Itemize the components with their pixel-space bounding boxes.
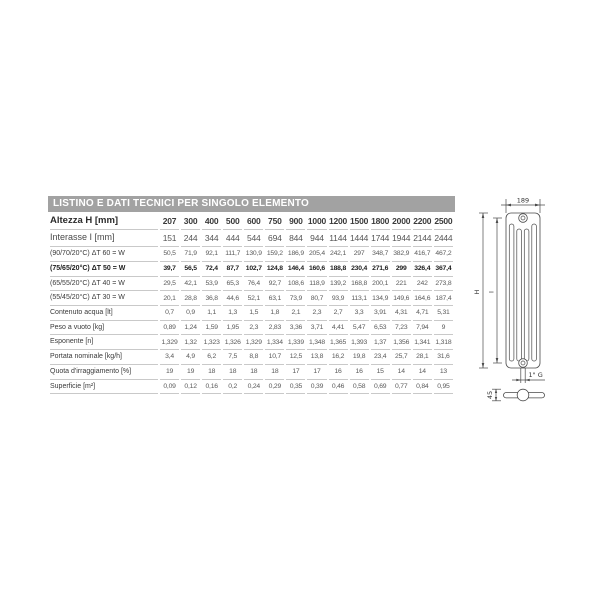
cell-value: 124,8 [265, 262, 284, 277]
cell-value: 2444 [434, 230, 453, 247]
cell-value: 1,32 [181, 335, 200, 350]
cell-value: 63,1 [265, 291, 284, 306]
cell-value: 36,8 [202, 291, 221, 306]
cell-value: 71,9 [181, 247, 200, 262]
cell-value: 0,35 [286, 380, 305, 395]
plan-hub [517, 389, 529, 401]
cell-value: 400 [202, 213, 221, 230]
arrow-icon [495, 389, 497, 393]
cell-value: 600 [244, 213, 263, 230]
cell-value: 92,1 [202, 247, 221, 262]
arrow-icon [496, 358, 499, 363]
cell-value: 160,6 [307, 262, 326, 277]
cell-value: 0,12 [181, 380, 200, 395]
cell-value: 0,89 [160, 321, 179, 336]
cell-value: 1,365 [329, 335, 348, 350]
cell-value: 544 [244, 230, 263, 247]
cell-value: 139,2 [329, 277, 348, 292]
cell-value: 7,94 [413, 321, 432, 336]
cell-value: 271,6 [371, 262, 390, 277]
cell-value: 1500 [350, 213, 369, 230]
cell-value: 0,29 [265, 380, 284, 395]
cell-value: 1,329 [160, 335, 179, 350]
cell-value: 1744 [371, 230, 390, 247]
arrow-icon [496, 218, 499, 223]
bottom-connection-boss [519, 359, 528, 368]
cell-value: 1,326 [223, 335, 242, 350]
cell-value: 14 [392, 365, 411, 380]
cell-value: 1,348 [307, 335, 326, 350]
row-label: Peso a vuoto [kg] [50, 321, 158, 336]
table-row [50, 213, 453, 230]
section-title-bar [48, 196, 455, 212]
row-label: Altezza H [mm] [50, 213, 158, 230]
dim-width-label: 189 [516, 196, 530, 205]
table-row [50, 247, 453, 262]
cell-value: 42,1 [181, 277, 200, 292]
cell-value: 4,41 [329, 321, 348, 336]
cell-value: 149,6 [392, 291, 411, 306]
cell-value: 10,7 [265, 350, 284, 365]
cell-value: 28,8 [181, 291, 200, 306]
cell-value: 4,9 [181, 350, 200, 365]
table-row [50, 230, 453, 247]
cell-value: 50,5 [160, 247, 179, 262]
cell-value: 1,95 [223, 321, 242, 336]
cell-value: 300 [181, 213, 200, 230]
cell-value: 102,7 [244, 262, 263, 277]
cell-value: 3,4 [160, 350, 179, 365]
cell-value: 31,6 [434, 350, 453, 365]
cell-value: 1,334 [265, 335, 284, 350]
cell-value: 1,393 [350, 335, 369, 350]
cell-value: 17 [307, 365, 326, 380]
cell-value: 18 [244, 365, 263, 380]
arrow-icon [482, 363, 485, 368]
cell-value: 299 [392, 262, 411, 277]
cell-value: 134,9 [371, 291, 390, 306]
datasheet [48, 196, 455, 394]
cell-value: 28,1 [413, 350, 432, 365]
cell-value: 900 [286, 213, 305, 230]
cell-value: 93,9 [329, 291, 348, 306]
arrow-icon [482, 213, 485, 218]
arrow-icon [506, 204, 511, 207]
cell-value: 0,84 [413, 380, 432, 395]
cell-value: 297 [350, 247, 369, 262]
cell-value: 500 [223, 213, 242, 230]
cell-value: 15 [371, 365, 390, 380]
cell-value: 0,39 [307, 380, 326, 395]
cell-value: 382,9 [392, 247, 411, 262]
cell-value: 0,58 [350, 380, 369, 395]
cell-value: 130,9 [244, 247, 263, 262]
section-title: LISTINO E DATI TECNICI PER SINGOLO ELEMENTO [53, 198, 310, 209]
cell-value: 6,2 [202, 350, 221, 365]
table-row [50, 291, 453, 306]
row-label: (55/45/20°C) ΔT 30 = W [50, 291, 158, 306]
cell-value: 151 [160, 230, 179, 247]
cell-value: 9 [434, 321, 453, 336]
row-label: (65/55/20°C) ΔT 40 = W [50, 277, 158, 292]
radiator-body [506, 213, 540, 368]
cell-value: 18 [223, 365, 242, 380]
cell-value: 20,1 [160, 291, 179, 306]
cell-value: 168,8 [350, 277, 369, 292]
cell-value: 0,69 [371, 380, 390, 395]
cell-value: 164,6 [413, 291, 432, 306]
row-label: Superficie [m²] [50, 380, 158, 395]
cell-value: 16 [350, 365, 369, 380]
cell-value: 0,7 [160, 306, 179, 321]
row-label: (75/65/20°C) ΔT 50 = W [50, 262, 158, 277]
cell-value: 750 [265, 213, 284, 230]
cell-value: 205,4 [307, 247, 326, 262]
row-label: Contenuto acqua [lt] [50, 306, 158, 321]
cell-value: 221 [392, 277, 411, 292]
cell-value: 2200 [413, 213, 432, 230]
cell-value: 1,341 [413, 335, 432, 350]
cell-value: 1,37 [371, 335, 390, 350]
cell-value: 87,7 [223, 262, 242, 277]
cell-value: 2,83 [265, 321, 284, 336]
radiator-technical-diagram [455, 193, 600, 438]
cell-value: 118,9 [307, 277, 326, 292]
cell-value: 0,2 [223, 380, 242, 395]
cell-value: 0,95 [434, 380, 453, 395]
cell-value: 1,8 [265, 306, 284, 321]
dim-thread-label: 1" G [528, 371, 543, 379]
cell-value: 2,7 [329, 306, 348, 321]
cell-value: 29,5 [160, 277, 179, 292]
cell-value: 326,4 [413, 262, 432, 277]
cell-value: 80,7 [307, 291, 326, 306]
cell-value: 39,7 [160, 262, 179, 277]
cell-value: 5,31 [434, 306, 453, 321]
cell-value: 844 [286, 230, 305, 247]
cell-value: 0,09 [160, 380, 179, 395]
cell-value: 1,3 [223, 306, 242, 321]
cell-value: 0,77 [392, 380, 411, 395]
cell-value: 1444 [350, 230, 369, 247]
cell-value: 18 [265, 365, 284, 380]
cell-value: 367,4 [434, 262, 453, 277]
cell-value: 92,7 [265, 277, 284, 292]
table-row [50, 350, 453, 365]
cell-value: 1,318 [434, 335, 453, 350]
cell-value: 2,1 [286, 306, 305, 321]
cell-value: 200,1 [371, 277, 390, 292]
cell-value: 444 [223, 230, 242, 247]
table-row [50, 262, 453, 277]
cell-value: 694 [265, 230, 284, 247]
cell-value: 1000 [307, 213, 326, 230]
cell-value: 1,1 [202, 306, 221, 321]
cell-value: 244 [181, 230, 200, 247]
cell-value: 5,47 [350, 321, 369, 336]
cell-value: 3,3 [350, 306, 369, 321]
cell-value: 17 [286, 365, 305, 380]
cell-value: 0,9 [181, 306, 200, 321]
cell-value: 108,6 [286, 277, 305, 292]
dim-interaxis-label: I [487, 291, 496, 293]
row-label: (90/70/20°C) ΔT 60 = W [50, 247, 158, 262]
cell-value: 0,16 [202, 380, 221, 395]
cell-value: 187,4 [434, 291, 453, 306]
dim-depth-label: 45 [486, 390, 494, 400]
cell-value: 1,356 [392, 335, 411, 350]
cell-value: 242 [413, 277, 432, 292]
technical-data-table [48, 213, 455, 394]
cell-value: 146,4 [286, 262, 305, 277]
cell-value: 18 [202, 365, 221, 380]
cell-value: 7,23 [392, 321, 411, 336]
cell-value: 44,6 [223, 291, 242, 306]
cell-value: 19 [160, 365, 179, 380]
cell-value: 186,9 [286, 247, 305, 262]
cell-value: 113,1 [350, 291, 369, 306]
cell-value: 2000 [392, 213, 411, 230]
table-row [50, 321, 453, 336]
cell-value: 1944 [392, 230, 411, 247]
cell-value: 1,329 [244, 335, 263, 350]
cell-value: 159,2 [265, 247, 284, 262]
row-label: Esponente [n] [50, 335, 158, 350]
cell-value: 12,5 [286, 350, 305, 365]
table-row [50, 380, 453, 395]
cell-value: 1144 [329, 230, 348, 247]
cell-value: 53,9 [202, 277, 221, 292]
cell-value: 13,8 [307, 350, 326, 365]
cell-value: 4,31 [392, 306, 411, 321]
arrow-icon [525, 379, 530, 382]
cell-value: 1,323 [202, 335, 221, 350]
cell-value: 1,24 [181, 321, 200, 336]
cell-value: 14 [413, 365, 432, 380]
cell-value: 1800 [371, 213, 390, 230]
cell-value: 76,4 [244, 277, 263, 292]
row-label: Portata nominale [kg/h] [50, 350, 158, 365]
cell-value: 348,7 [371, 247, 390, 262]
arrow-icon [535, 204, 540, 207]
table-row [50, 335, 453, 350]
cell-value: 944 [307, 230, 326, 247]
cell-value: 1200 [329, 213, 348, 230]
cell-value: 7,5 [223, 350, 242, 365]
cell-value: 2,3 [244, 321, 263, 336]
cell-value: 2,3 [307, 306, 326, 321]
cell-value: 188,8 [329, 262, 348, 277]
table-row [50, 306, 453, 321]
top-connection-boss [519, 214, 528, 223]
cell-value: 23,4 [371, 350, 390, 365]
cell-value: 0,24 [244, 380, 263, 395]
dim-height-label: H [473, 289, 481, 295]
cell-value: 3,36 [286, 321, 305, 336]
arrow-icon [495, 397, 497, 401]
row-label: Interasse I [mm] [50, 230, 158, 247]
cell-value: 73,9 [286, 291, 305, 306]
cell-value: 13 [434, 365, 453, 380]
cell-value: 1,59 [202, 321, 221, 336]
cell-value: 16 [329, 365, 348, 380]
arrow-icon [516, 379, 521, 382]
cell-value: 3,91 [371, 306, 390, 321]
cell-value: 6,53 [371, 321, 390, 336]
cell-value: 467,2 [434, 247, 453, 262]
cell-value: 56,5 [181, 262, 200, 277]
cell-value: 273,8 [434, 277, 453, 292]
cell-value: 16,2 [329, 350, 348, 365]
cell-value: 1,339 [286, 335, 305, 350]
cell-value: 1,5 [244, 306, 263, 321]
cell-value: 2144 [413, 230, 432, 247]
cell-value: 8,8 [244, 350, 263, 365]
cell-value: 19,8 [350, 350, 369, 365]
cell-value: 72,4 [202, 262, 221, 277]
cell-value: 52,1 [244, 291, 263, 306]
table-row [50, 365, 453, 380]
cell-value: 416,7 [413, 247, 432, 262]
cell-value: 230,4 [350, 262, 369, 277]
cell-value: 25,7 [392, 350, 411, 365]
cell-value: 65,3 [223, 277, 242, 292]
cell-value: 3,71 [307, 321, 326, 336]
table-row [50, 277, 453, 292]
cell-value: 4,71 [413, 306, 432, 321]
cell-value: 242,1 [329, 247, 348, 262]
cell-value: 111,7 [223, 247, 242, 262]
row-label: Quota d'irraggiamento [%] [50, 365, 158, 380]
cell-value: 344 [202, 230, 221, 247]
cell-value: 19 [181, 365, 200, 380]
cell-value: 2500 [434, 213, 453, 230]
cell-value: 0,46 [329, 380, 348, 395]
cell-value: 207 [160, 213, 179, 230]
